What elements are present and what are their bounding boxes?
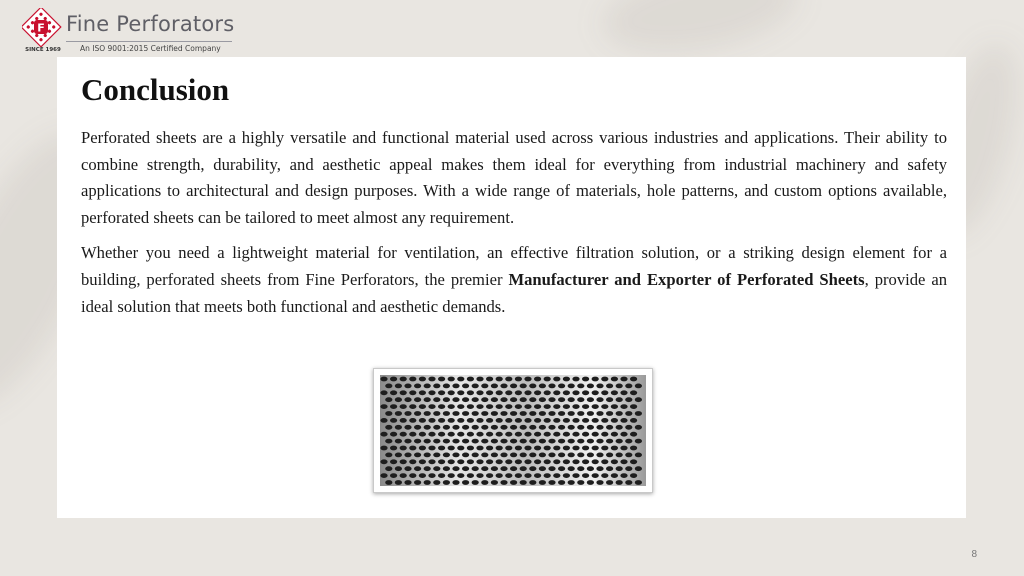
paragraph-2-intro: Whether you need a lightweight material for ventilation, an effective filtration solution, or a striking design element for a building, perforated sheets from Fine Perforators, the premier <box>81 243 947 289</box>
logo-divider <box>66 41 232 42</box>
company-logo[interactable] <box>22 8 242 54</box>
logo-company-name: Fine Perforators <box>66 12 235 36</box>
logo-tagline: An ISO 9001:2015 Certified Company <box>80 44 221 53</box>
slide-title: Conclusion <box>81 72 230 107</box>
logo-mark-letter: F <box>37 21 45 35</box>
paragraph-2-end: , provide an ideal solution that meets both functional and aesthetic demands. <box>81 269 948 316</box>
perforated-sheet-icon <box>380 375 646 486</box>
paragraph-2 <box>81 240 947 320</box>
perforated-sheet-image <box>373 368 653 493</box>
paragraph-2-highlight: Manufacturer and Exporter of Perforated Sheets <box>508 269 865 289</box>
logo-since-label: SINCE 1969 <box>25 47 61 53</box>
page-number: 8 <box>971 549 977 560</box>
paragraph-1: Perforated sheets are a highly versatile and functional material used across various industries and applications. Their ability to combine strength, durability, and aesthetic appeal makes them ideal for everything from industrial machinery and safety applications to architectural and design purposes. With a wide range of materials, hole patterns, and custom options available, perforated sheets can be tailored to meet almost any requirement. <box>81 128 947 227</box>
slide-body <box>81 125 947 329</box>
content-card <box>57 57 966 518</box>
